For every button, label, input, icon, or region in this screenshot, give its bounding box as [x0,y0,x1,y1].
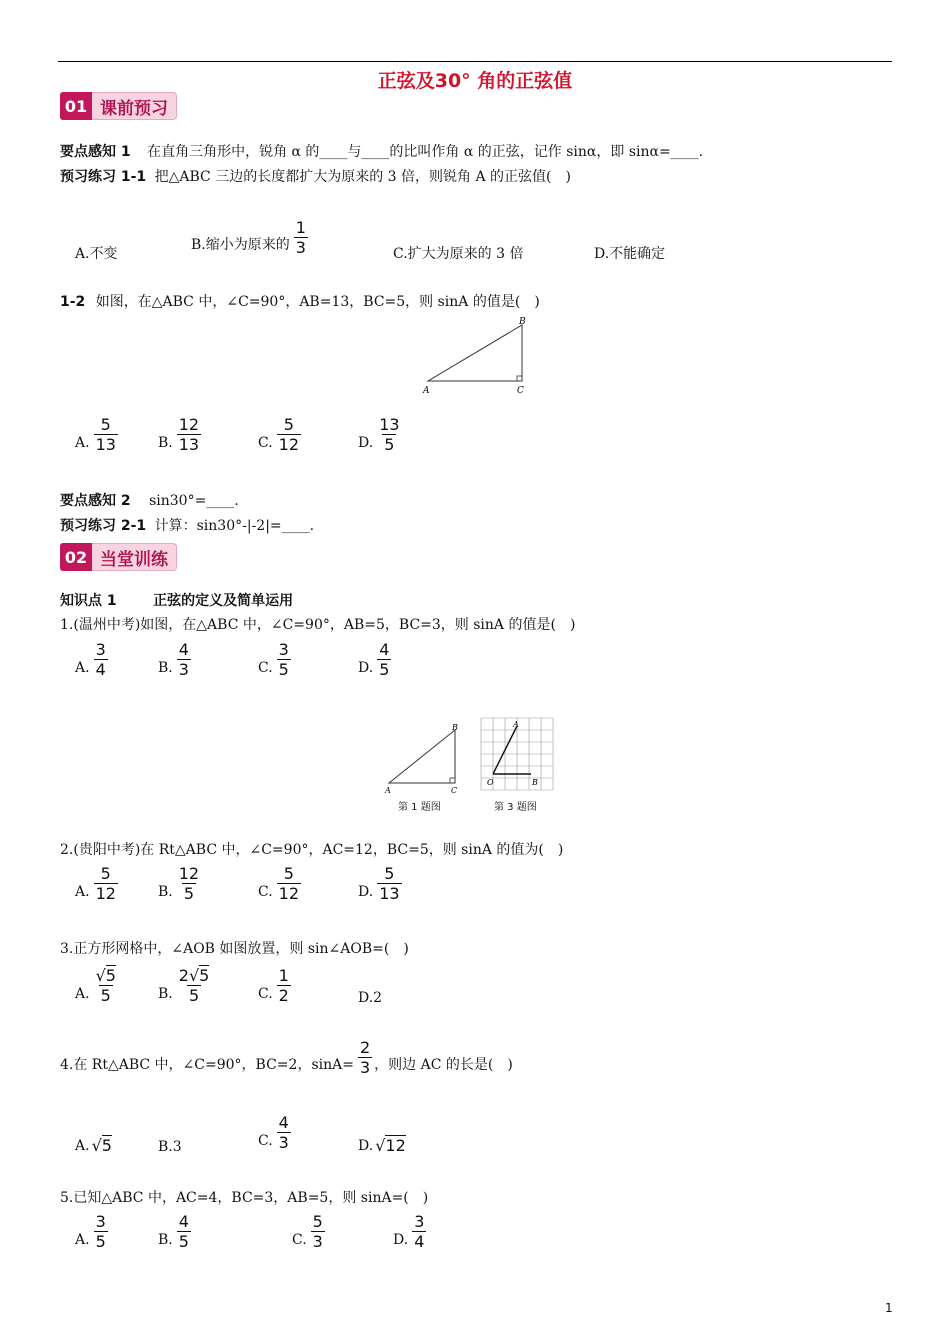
triangle-figure-q1 [383,720,463,796]
question-5 [60,1189,428,1207]
denominator: 5 [183,884,195,903]
figure-3-caption: 第 3 题图 [494,802,537,813]
question-3-option-b [158,966,213,1005]
fraction [94,640,108,679]
option-text: C.扩大为原来的 3 倍 [393,246,524,262]
exercise-1-1-option-c [393,243,523,263]
triangle-figure-1-2 [420,315,535,397]
key-point-2-text: sin30°=____. [149,493,239,509]
question-5-option-d [393,1212,428,1251]
vertex-label-b: B [452,723,458,732]
option-label: A. [75,1138,90,1154]
question-1-option-c [258,640,293,679]
question-3 [60,940,409,958]
fraction [94,966,118,1005]
denominator: 13 [379,884,400,903]
exercise-1-1-text: 把△ABC 三边的长度都扩大为原来的 3 倍，则锐角 A 的正弦值( ) [154,169,571,185]
radicand: 5 [105,966,116,985]
key-point-2-head: 要点感知 2 [60,493,131,509]
vertex-label-a: A [423,386,430,396]
triangle-shape [428,325,522,381]
fraction [177,1212,191,1251]
option-label: A. [75,986,90,1002]
fraction [377,864,401,903]
section-number: 02 [60,543,92,571]
denominator: 5 [188,986,200,1005]
right-angle-mark [517,376,522,381]
fraction [177,415,201,454]
denominator: 12 [278,884,300,903]
figure-1-caption: 第 1 题图 [398,802,441,813]
question-4-option-c [258,1113,293,1152]
fraction [94,415,118,454]
fraction [311,1212,325,1251]
exercise-1-1-option-a [75,243,118,263]
question-1 [60,616,575,634]
denominator: 5 [100,986,111,1005]
vertex-label-b: B [532,778,538,787]
key-point-1 [60,143,703,161]
vertex-label-a: A [513,720,519,729]
numerator: 4 [178,640,189,659]
section-badge-preview [60,92,177,120]
top-rule [58,61,892,62]
denominator: 12 [278,435,300,454]
question-4-option-b [158,1139,182,1155]
exercise-1-2-option-d [358,415,404,454]
question-3-option-c [258,966,293,1005]
knowledge-point-1-head: 知识点 1 [60,593,117,609]
question-2-text: 2.(贵阳中考)在 Rt△ABC 中，∠C=90°，AC=12，BC=5，则 sinA 的值为( ) [60,842,564,858]
numerator: 5 [100,415,111,434]
exercise-1-2-option-b [158,415,203,454]
option-label: B. [158,986,173,1002]
question-1-option-d [358,640,393,679]
fraction [358,1038,372,1077]
knowledge-point-1-text: 正弦的定义及简单运用 [153,593,294,609]
numerator: 5 [283,415,294,434]
denominator: 4 [414,1232,425,1251]
sqrt-expression: 2√5 [178,966,210,985]
numerator: 1 [295,218,306,237]
question-5-text: 5.已知△ABC 中，AC=4，BC=3，AB=5，则 sinA=( ) [60,1190,429,1206]
numerator: 5 [100,864,111,883]
question-1-option-b [158,640,193,679]
numerator: 4 [278,1113,289,1132]
vertex-label-c: C [451,786,458,795]
radicand: 12 [385,1136,406,1155]
option-label: A. [75,660,90,676]
question-4-text: 4.在 Rt△ABC 中，∠C=90°，BC=2，sinA= [60,1057,354,1073]
question-4-option-a [75,1136,112,1157]
option-label: D. [358,884,374,900]
option-label: B. [158,435,173,451]
denominator: 2 [278,986,289,1005]
vertex-label-o: O [487,778,494,787]
fraction [277,415,301,454]
question-3-option-d [358,990,382,1006]
key-point-2 [60,492,239,510]
option-label: A. [75,1232,90,1248]
sqrt-expression: √5 [95,966,116,985]
question-4-option-d [358,1136,406,1157]
numerator: 12 [178,415,200,434]
exercise-1-2-option-a [75,415,120,454]
denominator: 13 [178,435,200,454]
question-2-option-b [158,864,203,903]
option-label: A. [75,435,90,451]
numerator: 3 [95,640,106,659]
fraction [94,1212,108,1251]
option-label: B. [158,884,173,900]
exercise-1-1-option-d [594,243,665,263]
question-4 [60,1038,515,1077]
question-2-option-d [358,864,404,903]
key-point-1-head: 要点感知 1 [60,144,131,160]
numerator: 4 [178,1212,189,1231]
exercise-1-1-head: 预习练习 1-1 [60,169,147,185]
exercise-1-2-text: 如图，在△ABC 中，∠C=90°，AB=13，BC=5，则 sinA 的值是( ) [95,294,540,310]
numerator: 3 [414,1212,425,1231]
exercise-1-1-option-b [191,218,310,257]
radicand: 5 [199,966,210,985]
question-2-option-c [258,864,303,903]
fraction [94,864,118,903]
question-3-option-a [75,966,120,1005]
numerator: 3 [278,640,289,659]
option-label: B. [158,660,173,676]
right-angle-mark [450,778,455,783]
denominator: 5 [278,660,289,679]
vertex-label-c: C [517,386,524,396]
fraction [277,966,291,1005]
option-label: C. [292,1232,307,1248]
option-label: D. [358,660,374,676]
option-label: A. [75,884,90,900]
option-text: D.2 [358,990,383,1006]
question-4-text-end: ，则边 AC 的长是( ) [374,1057,513,1073]
denominator: 5 [178,1232,189,1251]
option-label: D. [393,1232,409,1248]
numerator: 4 [379,640,390,659]
numerator: 5 [312,1212,323,1231]
denominator: 5 [384,435,395,454]
question-3-text: 3.正方形网格中，∠AOB 如图放置，则 sin∠AOB=( ) [60,941,409,957]
fraction [277,1113,291,1152]
question-1-option-a [75,640,110,679]
fraction [277,864,301,903]
sqrt-expression: √5 [91,1136,112,1155]
fraction [177,640,191,679]
fraction [277,640,291,679]
fraction [377,640,391,679]
exercise-1-1 [60,168,571,186]
numerator: 13 [379,415,400,434]
page-number: 1 [885,1301,893,1315]
option-text: B.缩小为原来的 [191,237,290,253]
key-point-1-text: 在直角三角形中，锐角 α 的____与____的比叫作角 α 的正弦，记作 sinα，即 sinα=____. [147,144,704,160]
knowledge-point-1 [60,592,293,610]
denominator: 12 [95,884,116,903]
fraction [294,218,308,257]
option-label: D. [358,1138,374,1154]
fraction [412,1212,426,1251]
question-5-option-a [75,1212,110,1251]
question-1-text: 1.(温州中考)如图，在△ABC 中，∠C=90°，AB=5，BC=3，则 sinA 的值是( ) [60,617,576,633]
exercise-2-1-text: 计算：sin30°-|-2|=____. [154,518,315,534]
option-label: B. [158,1232,173,1248]
fraction [177,864,201,903]
denominator: 5 [95,1232,106,1251]
option-text: B.3 [158,1139,182,1155]
option-label: C. [258,1133,273,1149]
numerator: 5 [283,864,294,883]
numerator: 2 [359,1038,371,1057]
sqrt-expression: √12 [375,1136,406,1155]
exercise-1-2-option-c [258,415,303,454]
option-text: D.不能确定 [594,246,666,262]
fraction [177,966,212,1005]
numerator: 1 [278,966,289,985]
option-label: C. [258,660,273,676]
exercise-1-2 [60,293,540,311]
denominator: 13 [95,435,116,454]
grid-figure-q3 [480,717,554,791]
question-2-option-a [75,864,120,903]
triangle-shape [389,730,455,783]
vertex-label-a: A [385,786,391,795]
section-number: 01 [60,92,92,120]
question-2 [60,841,563,859]
question-5-option-c [292,1212,327,1251]
denominator: 3 [295,238,306,257]
question-5-option-b [158,1212,193,1251]
option-label: D. [358,435,374,451]
exercise-2-1 [60,517,314,535]
exercise-2-1-head: 预习练习 2-1 [60,518,147,534]
exercise-1-2-head: 1-2 [60,294,86,310]
radicand: 5 [101,1136,112,1155]
coefficient: 2 [178,966,189,985]
numerator: 5 [384,864,395,883]
vertex-label-b: B [519,317,526,327]
page-title: 正弦及30° 角的正弦值 [377,70,573,92]
denominator: 3 [278,1133,289,1152]
option-label: C. [258,986,273,1002]
denominator: 3 [178,660,189,679]
numerator: 3 [95,1212,106,1231]
section-label: 课前预习 [92,92,177,120]
denominator: 3 [359,1058,371,1077]
denominator: 3 [312,1232,323,1251]
option-label: C. [258,884,273,900]
option-text: A.不变 [75,246,118,262]
fraction [377,415,401,454]
denominator: 4 [95,660,106,679]
section-label: 当堂训练 [92,543,177,571]
section-badge-practice [60,543,177,571]
option-label: C. [258,435,273,451]
denominator: 5 [379,660,390,679]
numerator: 12 [178,864,200,883]
